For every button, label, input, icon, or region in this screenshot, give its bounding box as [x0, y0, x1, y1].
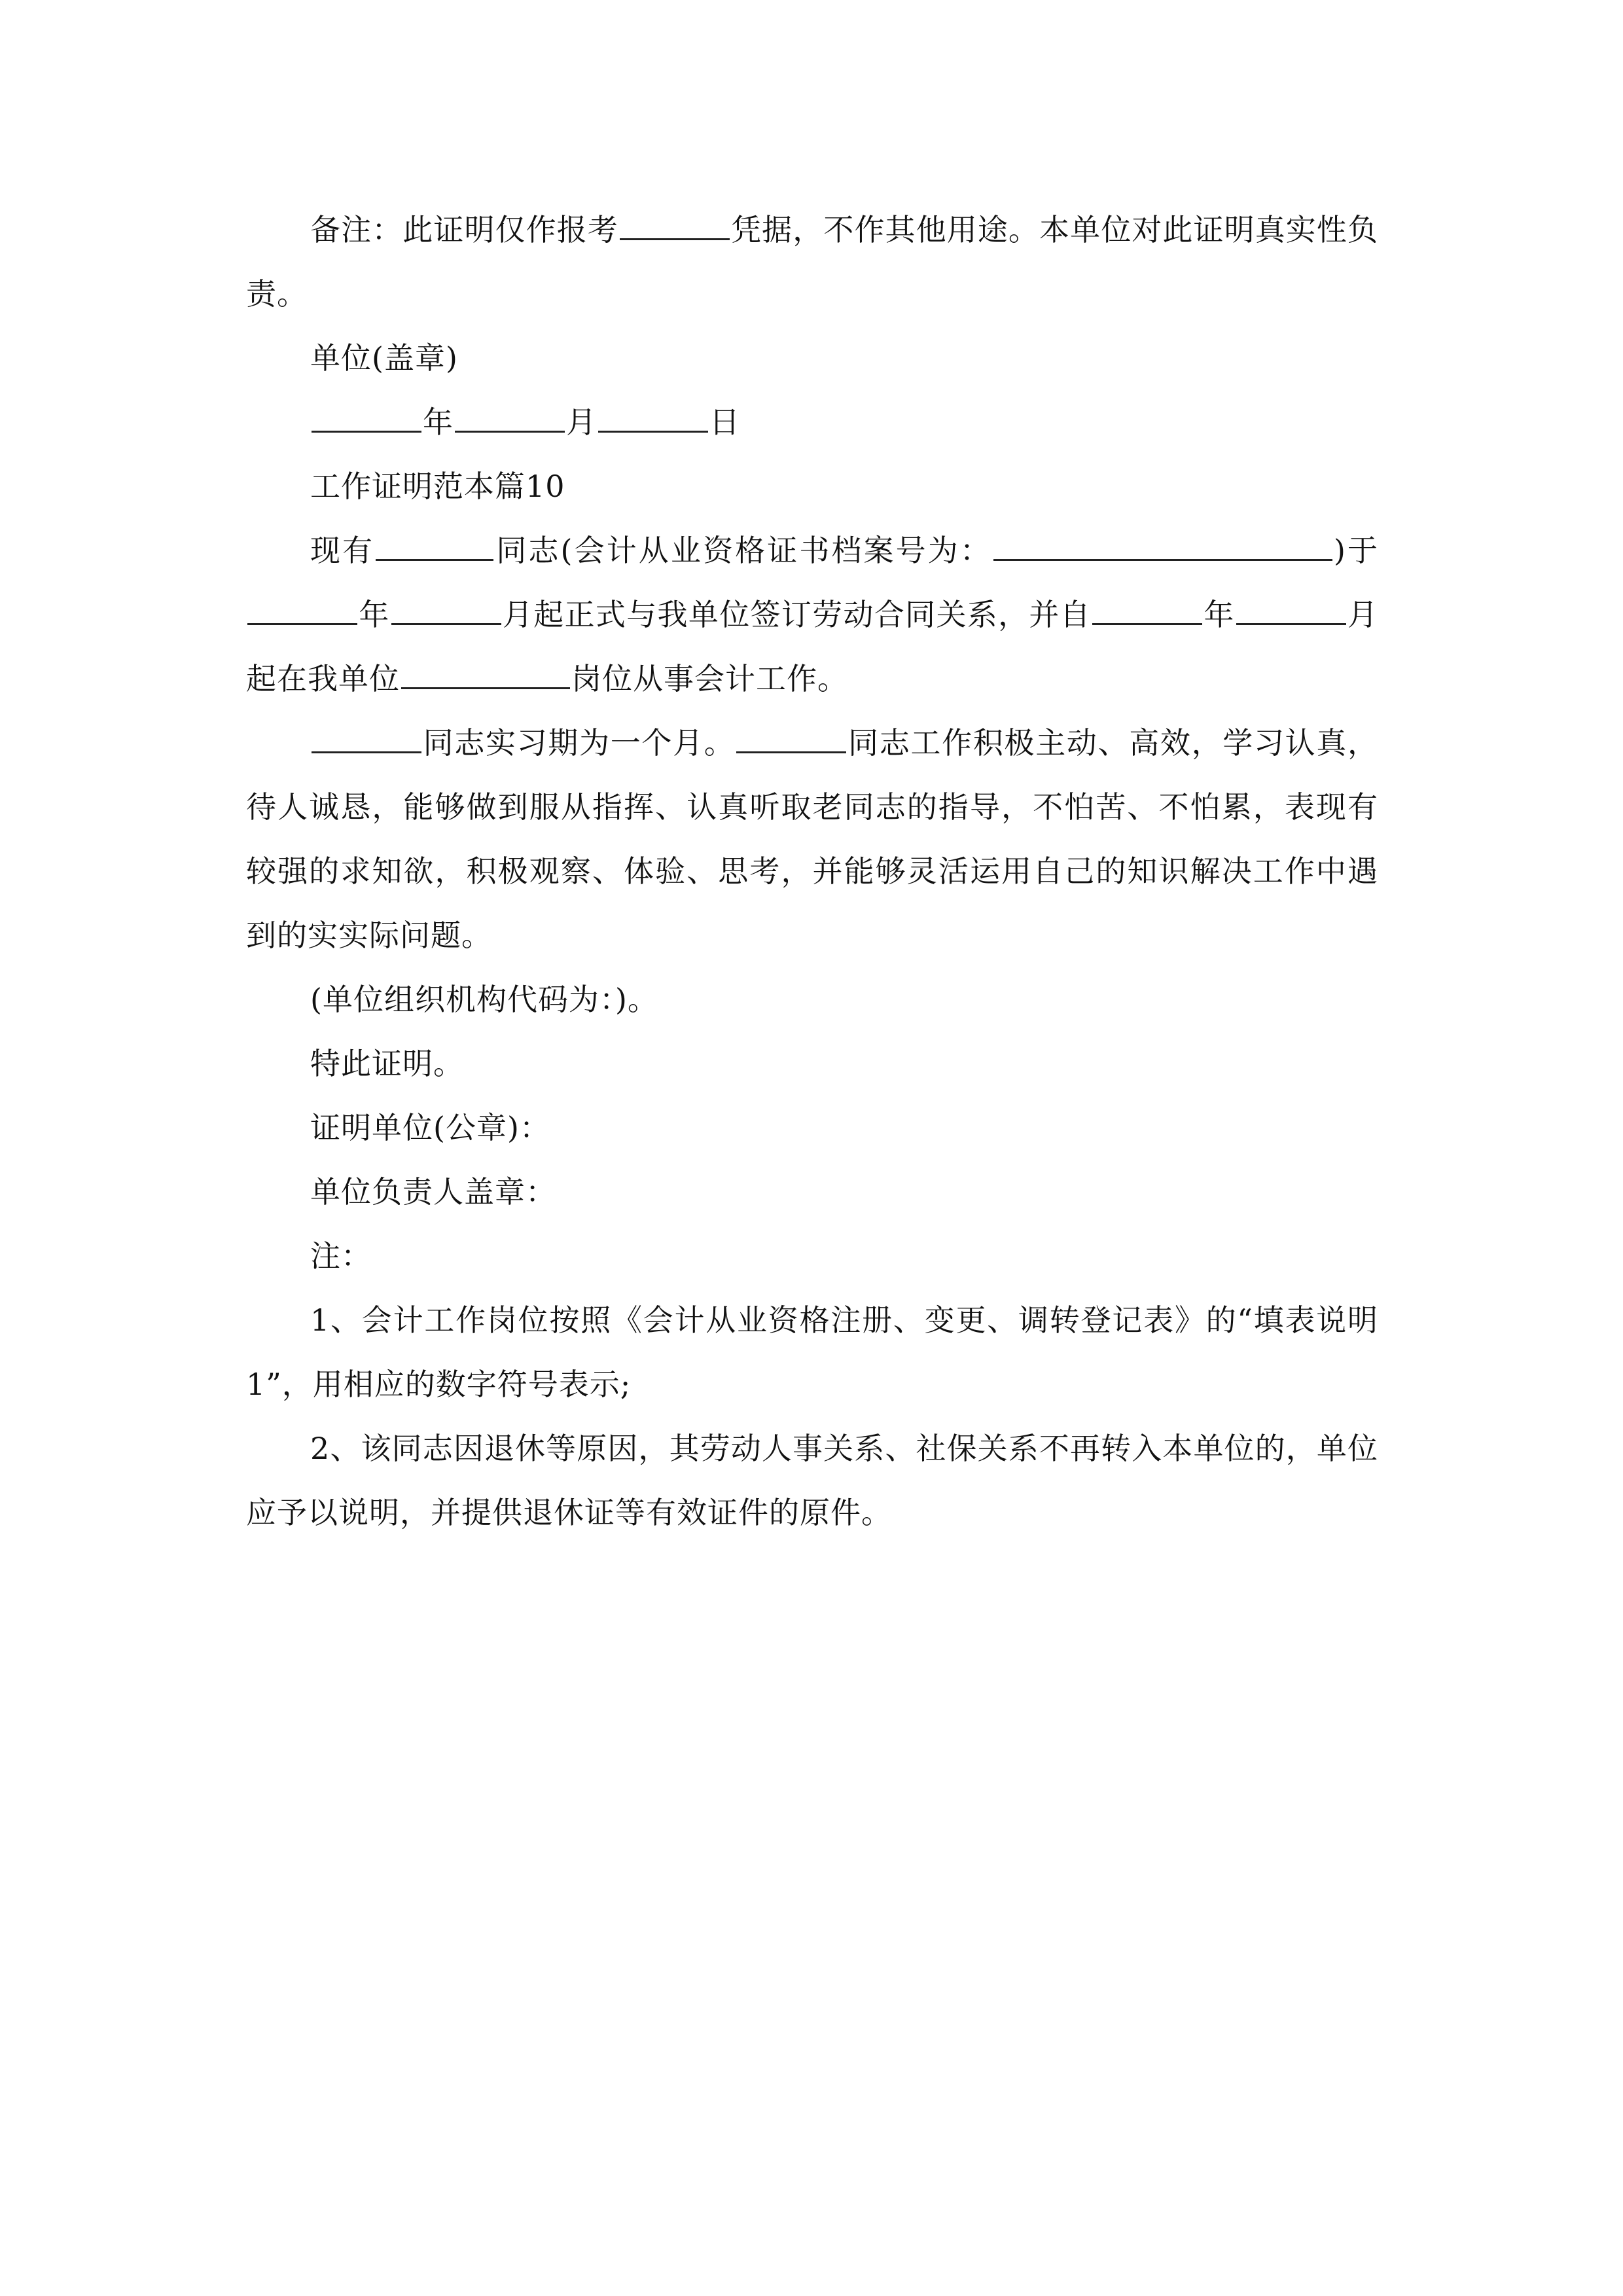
day-blank — [598, 406, 708, 433]
note-item-1-text: 1、会计工作岗位按照《会计从业资格注册、变更、调转登记表》的“填表说明1”，用相应的数字符号表示; — [246, 1302, 1378, 1402]
leader-seal-line — [246, 1160, 1378, 1224]
year-blank — [312, 406, 421, 433]
para1-text-6: 年 — [1204, 597, 1235, 632]
exam-name-blank — [620, 213, 730, 240]
note-paragraph — [246, 198, 1378, 326]
hereby-line — [246, 1031, 1378, 1096]
intern-name-blank — [312, 726, 421, 753]
start-year-blank — [1092, 598, 1202, 625]
certifying-unit-line — [246, 1096, 1378, 1160]
org-code-text: (单位组织机构代码为：)。 — [310, 982, 658, 1017]
year-label: 年 — [423, 404, 454, 440]
section-title-text: 工作证明范本篇10 — [310, 469, 565, 504]
para1-text-4: 年 — [359, 597, 390, 632]
note-item-1 — [246, 1288, 1378, 1416]
para1-text-2: 同志(会计从业资格证书档案号为： — [495, 533, 992, 568]
para2-text-1: 同志实习期为一个月。 — [423, 725, 736, 761]
worker-name-blank — [736, 726, 846, 753]
contract-year-blank — [247, 598, 357, 625]
para1-text-3: )于 — [1333, 533, 1379, 568]
start-month-blank — [1236, 598, 1346, 625]
para1-text-1: 现有 — [310, 533, 375, 568]
employment-paragraph — [246, 518, 1378, 711]
notes-label-line — [246, 1224, 1378, 1288]
unit-seal-line — [246, 326, 1378, 390]
month-blank — [455, 406, 565, 433]
certifying-unit-text: 证明单位(公章)： — [310, 1110, 550, 1145]
section-title — [246, 454, 1378, 518]
unit-seal-text: 单位(盖章) — [310, 340, 458, 376]
leader-seal-text: 单位负责人盖章： — [310, 1174, 556, 1210]
document-body — [246, 198, 1378, 1545]
note-item-2 — [246, 1416, 1378, 1545]
month-label: 月 — [566, 404, 597, 440]
archive-number-blank — [993, 534, 1332, 561]
day-label: 日 — [709, 404, 740, 440]
para1-text-7: 月起在我单位 — [246, 597, 1379, 696]
date-line — [246, 390, 1378, 454]
hereby-text: 特此证明。 — [310, 1046, 464, 1081]
org-code-line — [246, 967, 1378, 1031]
para2-text-2: 同志工作积极主动、高效，学习认真，待人诚恳，能够做到服从指挥、认真听取老同志的指导，不怕苦、不怕累，表现有较强的求知欲，积极观察、体验、思考，并能够灵活运用自己的知识解决工作中遇到的实实际问题。 — [246, 725, 1379, 953]
note-suffix: 凭据，不作其他用途。本单位对此证明真实性负责。 — [246, 212, 1379, 312]
notes-label-text: 注： — [310, 1238, 372, 1274]
name-blank — [376, 534, 493, 561]
contract-month-blank — [391, 598, 501, 625]
note-prefix: 备注：此证明仅作报考 — [310, 212, 618, 247]
para1-text-5: 月起正式与我单位签订劳动合同关系，并自 — [502, 597, 1092, 632]
position-blank — [401, 662, 570, 689]
note-item-2-text: 2、该同志因退休等原因，其劳动人事关系、社保关系不再转入本单位的，单位应予以说明，并提供退休证等有效证件的原件。 — [246, 1431, 1378, 1530]
evaluation-paragraph — [246, 711, 1378, 967]
para1-text-8: 岗位从事会计工作。 — [571, 661, 848, 696]
